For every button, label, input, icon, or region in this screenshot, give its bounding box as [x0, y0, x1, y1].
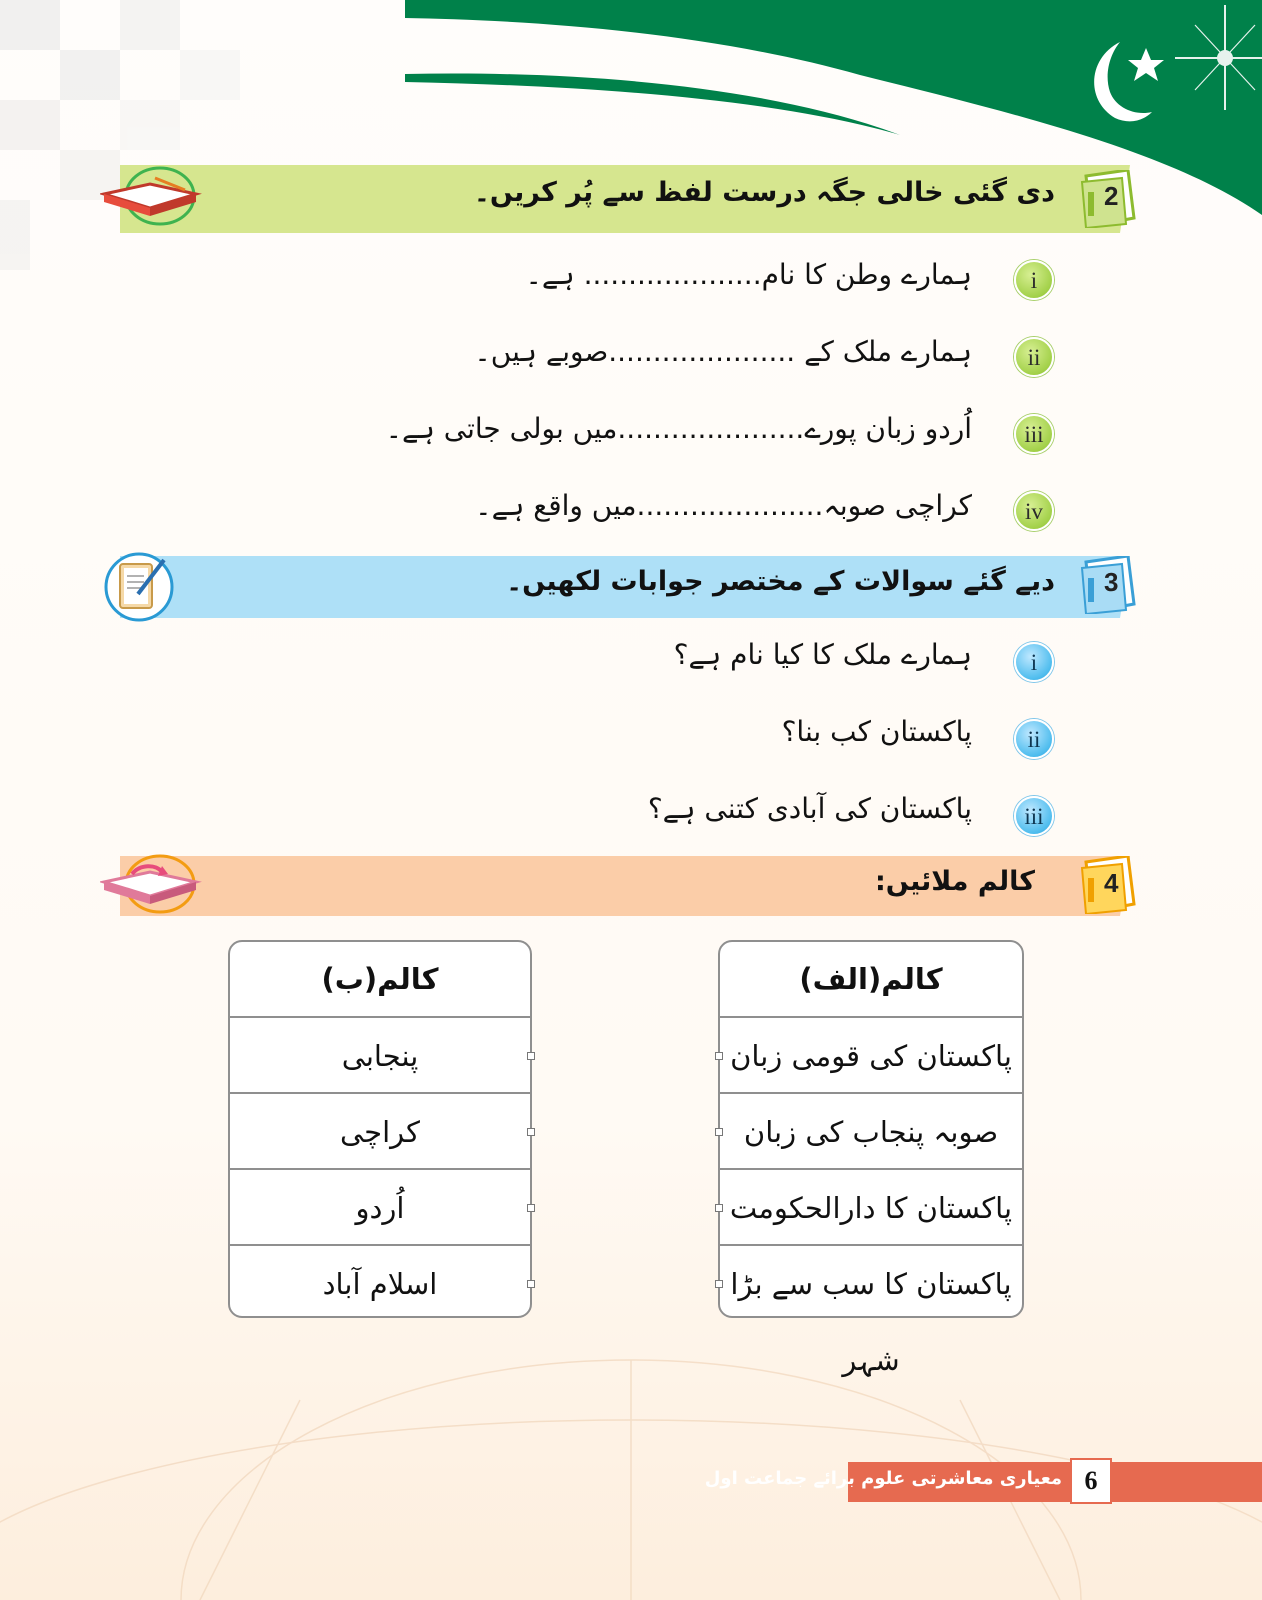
book-arrows-icon	[100, 852, 204, 918]
column-bay-row-text: اُردو	[355, 1191, 405, 1225]
section-2-title: دی گئی خالی جگہ درست لفظ سے پُر کریں۔	[474, 177, 1055, 208]
section-2-number: 2	[1104, 181, 1119, 211]
column-alif-row	[720, 1016, 1022, 1094]
column-bay-row-text: کراچی	[340, 1115, 420, 1149]
match-dot[interactable]	[527, 1280, 535, 1288]
match-dot[interactable]	[715, 1052, 723, 1060]
item-marker: iii	[1014, 796, 1054, 836]
section-3-banner	[120, 556, 1130, 618]
section-3-title: دیے گئے سوالات کے مختصر جوابات لکھیں۔	[506, 566, 1055, 597]
flag-stripe	[405, 74, 900, 135]
short-question-1: ہمارے ملک کا کیا نام ہے؟	[673, 638, 972, 671]
match-dot[interactable]	[527, 1204, 535, 1212]
column-alif-row-text: پاکستان کا دارالحکومت	[729, 1191, 1013, 1225]
column-bay-header: کالم(ب)	[321, 962, 439, 996]
open-book-icon	[100, 166, 202, 228]
fill-blank-item-2: ہمارے ملک کے .....................صوبے ہیں۔	[474, 335, 972, 368]
short-question-2: پاکستان کب بنا؟	[781, 715, 972, 748]
column-alif-row-text: صوبہ پنجاب کی زبان	[743, 1115, 999, 1149]
column-alif-row-text: پاکستان کی قومی زبان	[730, 1039, 1012, 1073]
column-alif-table	[718, 940, 1024, 1377]
column-alif-row-text: پاکستان کا سب سے بڑا شہر	[730, 1267, 1012, 1377]
item-marker: ii	[1014, 337, 1054, 377]
column-bay-row-text: پنجابی	[341, 1039, 419, 1073]
column-bay-row	[230, 1092, 530, 1170]
column-alif-header: کالم(الف)	[799, 962, 943, 996]
globe-lines-decoration	[0, 1300, 1262, 1600]
item-marker: i	[1014, 260, 1054, 300]
match-dot[interactable]	[715, 1128, 723, 1136]
short-question-3: پاکستان کی آبادی کتنی ہے؟	[647, 792, 972, 825]
page-number: 6	[1070, 1458, 1112, 1504]
header-decoration	[0, 0, 1262, 280]
match-dot[interactable]	[527, 1052, 535, 1060]
item-marker: iii	[1014, 414, 1054, 454]
fill-blank-item-4: کراچی صوبہ.....................میں واقع ہے۔	[475, 489, 972, 522]
column-bay-row-text: اسلام آباد	[322, 1267, 438, 1301]
section-2-banner	[120, 165, 1130, 233]
fill-blank-item-1: ہمارے وطن کا نام.................... ہے۔	[525, 258, 972, 291]
item-marker: ii	[1014, 719, 1054, 759]
match-dot[interactable]	[715, 1204, 723, 1212]
column-bay-row	[230, 1016, 530, 1094]
column-bay-row	[230, 1168, 530, 1246]
match-dot[interactable]	[527, 1128, 535, 1136]
book-title: معیاری معاشرتی علوم برائے جماعت اول	[704, 1468, 1062, 1489]
section-4-title: کالم ملائیں:	[874, 866, 1035, 897]
column-alif-row	[720, 1168, 1022, 1246]
match-dot[interactable]	[715, 1280, 723, 1288]
section-4-number: 4	[1104, 868, 1119, 898]
clipboard-pencil-icon	[102, 550, 176, 624]
section-4-banner	[120, 856, 1130, 916]
fill-blank-item-3: اُردو زبان پورے.....................میں بولی جاتی ہے۔	[385, 412, 972, 445]
item-marker: iv	[1014, 491, 1054, 531]
item-marker: i	[1014, 642, 1054, 682]
column-alif-row	[720, 1092, 1022, 1170]
section-3-number: 3	[1104, 567, 1119, 597]
column-bay-table	[228, 940, 532, 1318]
